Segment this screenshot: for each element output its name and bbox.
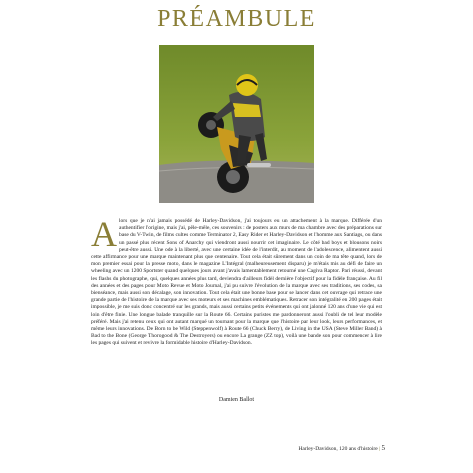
page-footer xyxy=(298,444,385,452)
page-number: 5 xyxy=(381,444,385,452)
drop-cap: A xyxy=(91,214,117,254)
footer-separator: | xyxy=(379,446,381,452)
wheelie-photo xyxy=(159,45,314,203)
footer-book-title: Harley-Davidson, 120 ans d'histoire xyxy=(298,446,378,452)
wheelie-photo-illustration xyxy=(159,45,314,203)
preamble-text: lors que je n'ai jamais possédé de Harley-Davidson, j'ai toujours eu un attachement à la marque. Différée d'un authentifier l'origine, mais j'ai, pêle-mêle, ces souvenirs : de posters aux murs de ma chambre avec des préparations sur base du V-Twin, de films cultes comme Terminator 2, Easy Rider et Harley-Davidson et l'homme aux Santiags, ou dans un passé plus récent Sons of Anarchy qui viendront aussi nourrir cet imaginaire. Le côté bad boys et blousons noirs peut-être aussi. Une ode à la liberté, avec une certaine idée de l'interdit, au moment de l'adolescence, alimentent aussi cette affirmance pour une marque maintenant plus que centenaire. Tout cela était sûrement dans un coin de ma tête quand, lors de mon premier essai pour la presse moto, dans le magazine L'Intégral (malheureusement disparu) je m'étais mis au défi de faire un wheeling avec un 1200 Sportster quand quelques jours avant j'avais lamentablement retourné une Cagiva Raptor. Pari réussi, devant les flashs du photographe, qui, quelques années plus tard, deviendra d'ailleurs fidèl dernière l'objectif pour la fidèle française. Au fil des années et des pages pour Moto Revue et Moto Journal, j'ai pu suivre l'évolution de la marque avec ses traditions, ses codes, sa bienséance, mais aussi son décalage, son innovation. Tout cela était une bonne base pour se lancer dans cet ouvrage qui retrace une grande partie de l'histoire de la marque avec ses moteurs et ses machines emblématiques. Retracer son intégralité en 200 pages était impossible, je me suis donc concentré sur les grands, mais aussi certains petits événements qui ont jalonné 120 ans d'une vie qui est loin d'être finie. Une longue balade tranquille sur la Route 66. Certains puristes me pardonneront aussi l'oubli de tel leur modèle préféré. Mais j'ai retenu ceux qui ont autant marqué un tournant pour la marque que l'histoire par leur look, leurs performances, et même leurs innovations. De Born to be Wild (Steppenwolf) à Route 66 (Chuck Berry), de Living in the USA (Steve Miller Band) à Bad to the Bone (George Thorogood & The Destroyers) ou encore La grange (ZZ top), voilà une bande son pour commencer à lire les pages qui suivent et revivre la formidable histoire d'Harley-Davidson. xyxy=(91,218,382,347)
author-signature: Damien Ballot xyxy=(218,397,255,403)
preamble-body xyxy=(91,214,382,348)
page-title: PRÉAMBULE xyxy=(157,6,316,32)
